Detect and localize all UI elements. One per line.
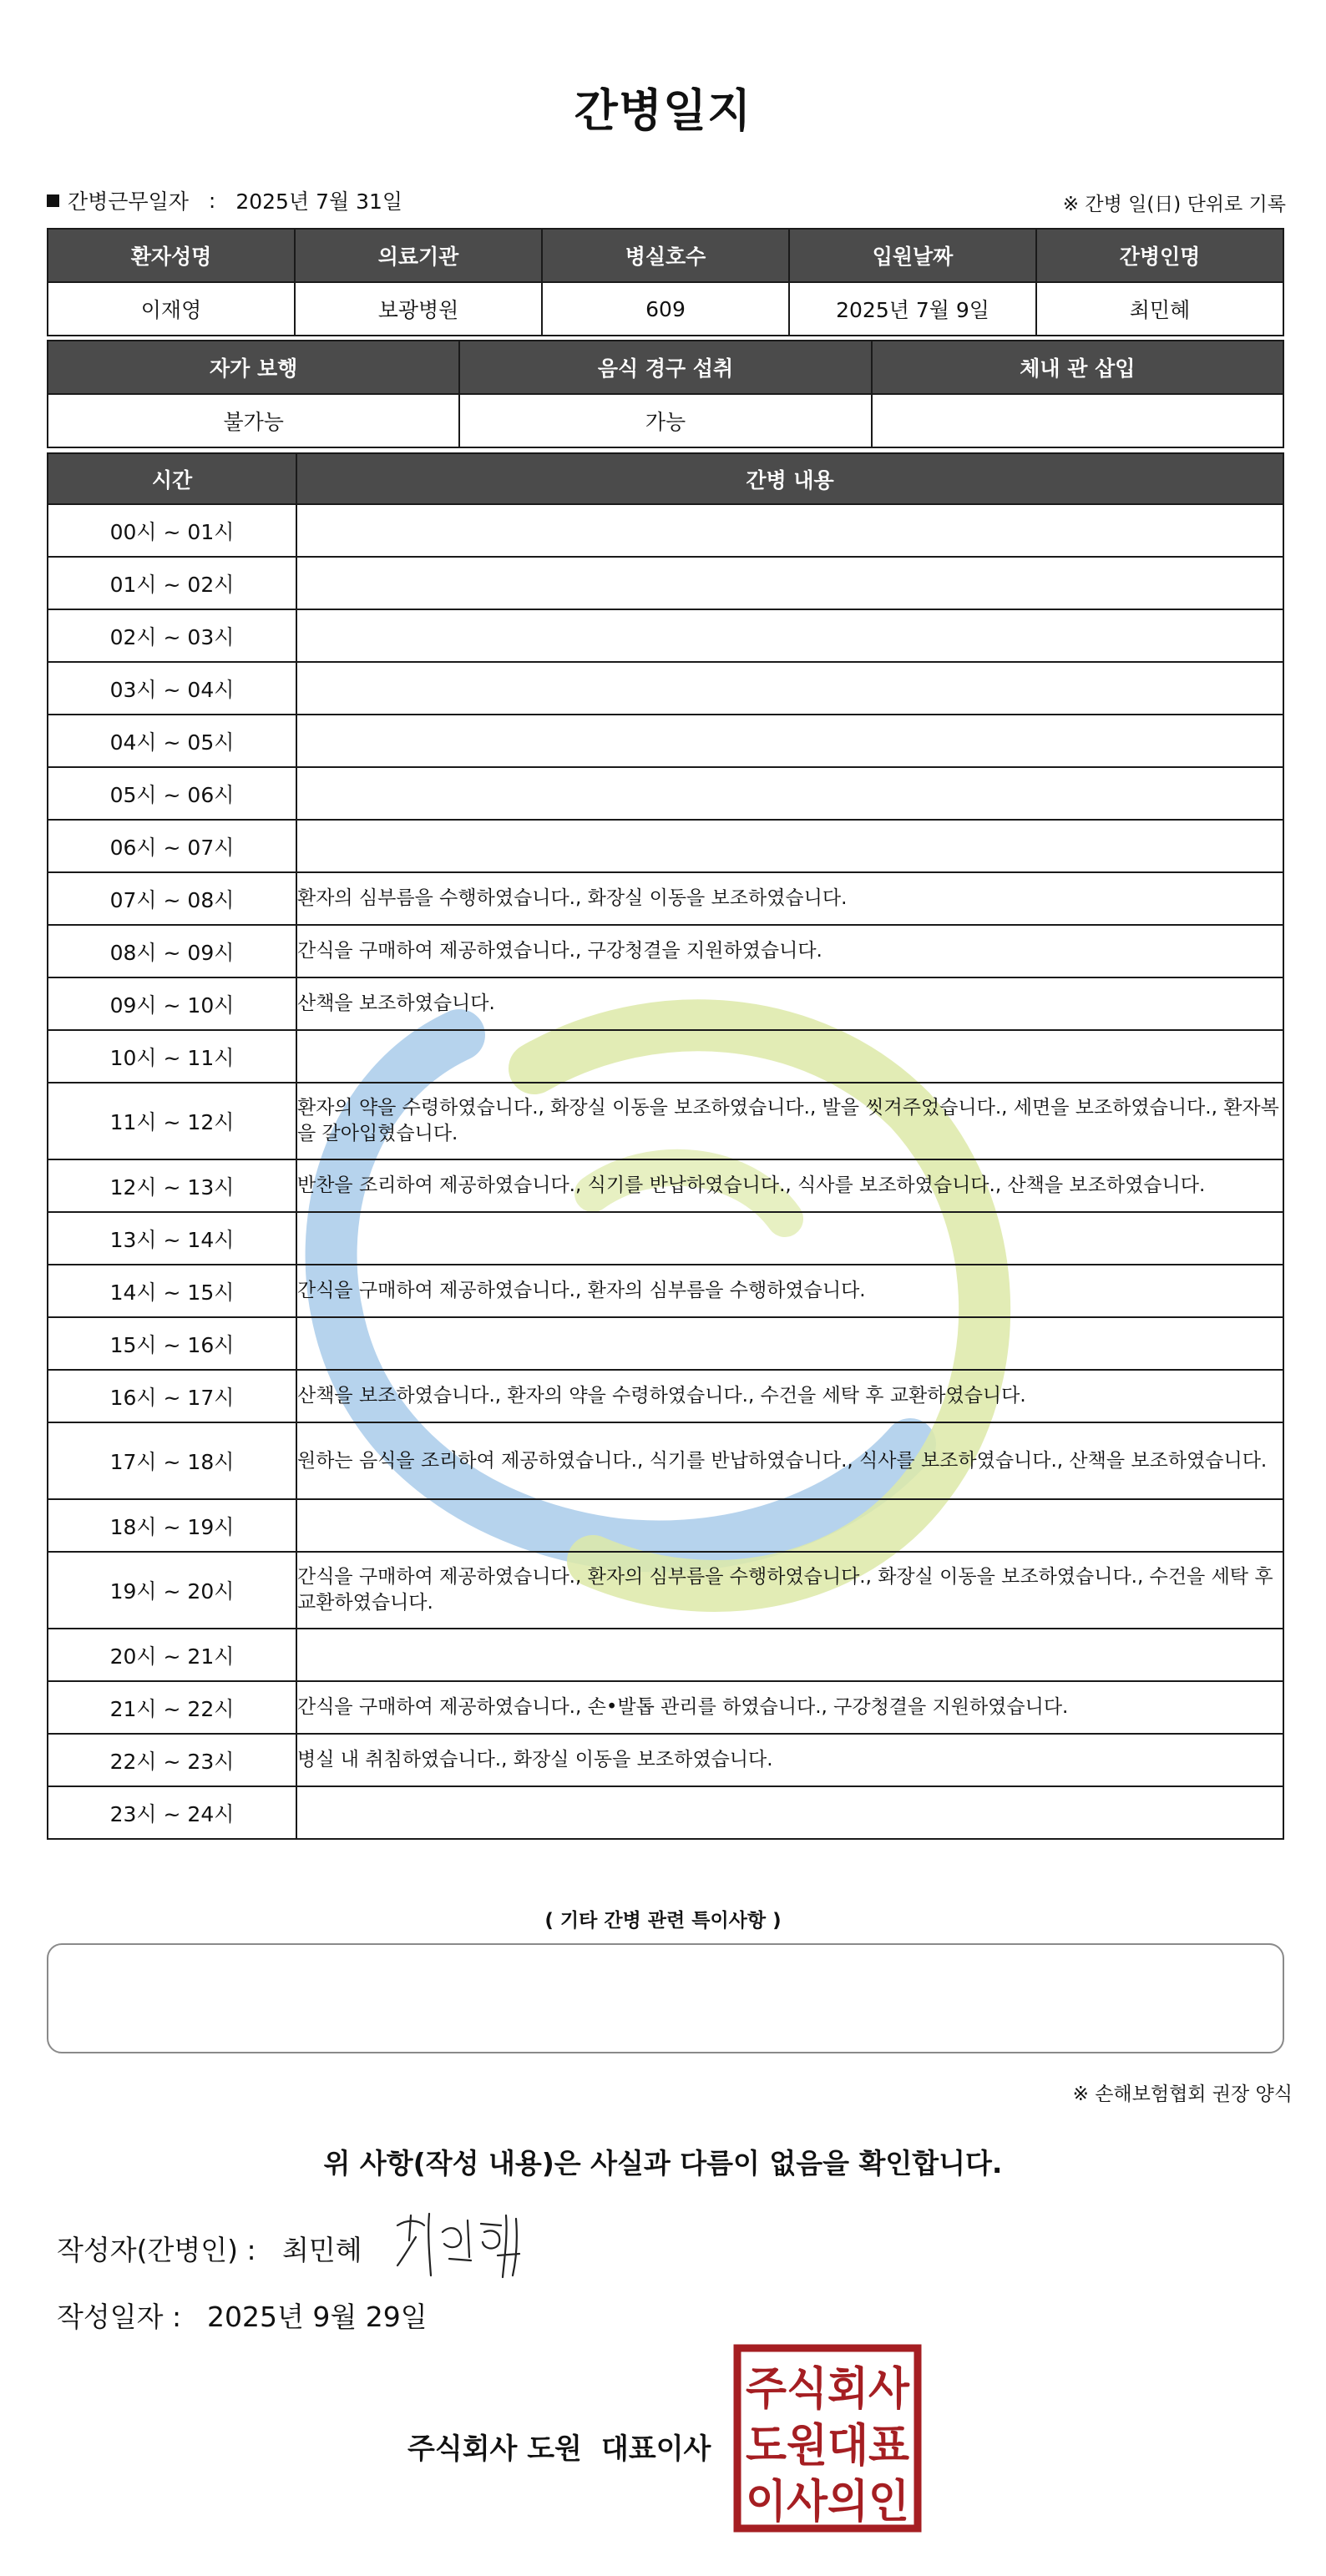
log-time: 13시 ~ 14시 bbox=[48, 1212, 296, 1265]
company-name: 주식회사 도원 bbox=[407, 2432, 582, 2466]
admission-date-header: 입원날짜 bbox=[789, 229, 1036, 282]
log-row bbox=[48, 504, 1283, 557]
tube-insertion-header: 체내 관 삽입 bbox=[872, 341, 1283, 394]
oral-intake-value: 가능 bbox=[459, 394, 871, 447]
log-row bbox=[48, 1265, 1283, 1317]
log-row bbox=[48, 872, 1283, 925]
square-bullet-icon bbox=[47, 194, 59, 207]
log-row bbox=[48, 1681, 1283, 1734]
log-time: 18시 ~ 19시 bbox=[48, 1499, 296, 1552]
log-row bbox=[48, 715, 1283, 767]
seal-line-3: 이사의인 bbox=[746, 2475, 909, 2528]
log-row bbox=[48, 1030, 1283, 1083]
special-notes-title: ( 기타 간병 관련 특이사항 ) bbox=[544, 1910, 782, 1932]
special-notes-box bbox=[47, 1943, 1284, 2053]
log-time: 20시 ~ 21시 bbox=[48, 1629, 296, 1681]
log-row bbox=[48, 1499, 1283, 1552]
log-time: 19시 ~ 20시 bbox=[48, 1552, 296, 1629]
log-row bbox=[48, 1422, 1283, 1499]
log-row bbox=[48, 820, 1283, 872]
log-time: 17시 ~ 18시 bbox=[48, 1422, 296, 1499]
log-note bbox=[296, 1629, 1283, 1681]
log-row bbox=[48, 662, 1283, 715]
walking-value: 불가능 bbox=[48, 394, 459, 447]
log-time: 14시 ~ 15시 bbox=[48, 1265, 296, 1317]
tube-insertion-value bbox=[872, 394, 1283, 447]
hospital-name: 보광병원 bbox=[295, 282, 542, 336]
log-note bbox=[296, 662, 1283, 715]
care-content-header: 간병 내용 bbox=[296, 453, 1283, 504]
log-note: 환자의 약을 수령하였습니다., 화장실 이동을 보조하였습니다., 발을 씻겨주었습니다., 세면을 보조하였습니다., 환자복을 갈아입혔습니다. bbox=[296, 1083, 1283, 1159]
log-time: 02시 ~ 03시 bbox=[48, 609, 296, 662]
writer-name: 최민혜 bbox=[282, 2234, 362, 2266]
log-time: 05시 ~ 06시 bbox=[48, 767, 296, 820]
patient-info-table bbox=[47, 228, 1284, 336]
time-header: 시간 bbox=[48, 453, 296, 504]
seal-line-2: 도원대표 bbox=[746, 2419, 909, 2472]
log-note: 간식을 구매하여 제공하였습니다., 손•발톱 관리를 하였습니다., 구강청결을 지원하였습니다. bbox=[296, 1681, 1283, 1734]
log-time: 00시 ~ 01시 bbox=[48, 504, 296, 557]
log-note bbox=[296, 767, 1283, 820]
duty-date-value: 2025년 7월 31일 bbox=[235, 189, 403, 214]
recommendation-note: ※ 손해보험협회 권장 양식 bbox=[1072, 2084, 1293, 2105]
log-note bbox=[296, 715, 1283, 767]
log-note bbox=[296, 1317, 1283, 1370]
company-seal-stamp bbox=[733, 2344, 922, 2533]
oral-intake-header: 음식 경구 섭취 bbox=[459, 341, 871, 394]
log-row bbox=[48, 1734, 1283, 1786]
caregiver-name: 최민혜 bbox=[1036, 282, 1283, 336]
log-time: 22시 ~ 23시 bbox=[48, 1734, 296, 1786]
representative-title: 대표이사 bbox=[601, 2432, 711, 2466]
duty-date-separator: : bbox=[208, 188, 216, 213]
log-time: 21시 ~ 22시 bbox=[48, 1681, 296, 1734]
log-time: 16시 ~ 17시 bbox=[48, 1370, 296, 1422]
log-time: 23시 ~ 24시 bbox=[48, 1786, 296, 1839]
room-number: 609 bbox=[542, 282, 789, 336]
log-note: 원하는 음식을 조리하여 제공하였습니다., 식기를 반납하였습니다., 식사를 보조하였습니다., 산책을 보조하였습니다. bbox=[296, 1422, 1283, 1499]
log-note: 간식을 구매하여 제공하였습니다., 환자의 심부름을 수행하였습니다. bbox=[296, 1265, 1283, 1317]
log-note: 환자의 심부름을 수행하였습니다., 화장실 이동을 보조하였습니다. bbox=[296, 872, 1283, 925]
care-log-table bbox=[47, 452, 1284, 1840]
caregiver-name-header: 간병인명 bbox=[1036, 229, 1283, 282]
log-row bbox=[48, 609, 1283, 662]
log-row bbox=[48, 1552, 1283, 1629]
log-time: 03시 ~ 04시 bbox=[48, 662, 296, 715]
write-date-value: 2025년 9월 29일 bbox=[207, 2301, 428, 2333]
log-row bbox=[48, 977, 1283, 1030]
log-note: 간식을 구매하여 제공하였습니다., 환자의 심부름을 수행하였습니다., 화장실 이동을 보조하였습니다., 수건을 세탁 후 교환하였습니다. bbox=[296, 1552, 1283, 1629]
log-row bbox=[48, 767, 1283, 820]
duty-date-label: 간병근무일자 bbox=[68, 189, 189, 214]
confirmation-statement: 위 사항(작성 내용)은 사실과 다름이 없음을 확인합니다. bbox=[323, 2147, 1003, 2179]
log-note bbox=[296, 820, 1283, 872]
log-row bbox=[48, 1212, 1283, 1265]
hospital-header: 의료기관 bbox=[295, 229, 542, 282]
seal-line-1: 주식회사 bbox=[746, 2362, 910, 2415]
patient-name: 이재영 bbox=[48, 282, 295, 336]
log-note bbox=[296, 1499, 1283, 1552]
log-time: 15시 ~ 16시 bbox=[48, 1317, 296, 1370]
unit-note: ※ 간병 일(日) 단위로 기록 bbox=[1062, 194, 1286, 215]
log-row bbox=[48, 1370, 1283, 1422]
log-time: 10시 ~ 11시 bbox=[48, 1030, 296, 1083]
log-time: 06시 ~ 07시 bbox=[48, 820, 296, 872]
document-title: 간병일지 bbox=[574, 84, 752, 137]
log-note: 반찬을 조리하여 제공하였습니다., 식기를 반납하였습니다., 식사를 보조하였습니다., 산책을 보조하였습니다. bbox=[296, 1159, 1283, 1212]
log-row bbox=[48, 1317, 1283, 1370]
log-time: 12시 ~ 13시 bbox=[48, 1159, 296, 1212]
log-row bbox=[48, 1159, 1283, 1212]
log-row bbox=[48, 557, 1283, 609]
log-note bbox=[296, 1030, 1283, 1083]
log-note: 산책을 보조하였습니다., 환자의 약을 수령하였습니다., 수건을 세탁 후 교환하였습니다. bbox=[296, 1370, 1283, 1422]
log-time: 08시 ~ 09시 bbox=[48, 925, 296, 977]
log-note: 산책을 보조하였습니다. bbox=[296, 977, 1283, 1030]
log-row bbox=[48, 1786, 1283, 1839]
walking-header: 자가 보행 bbox=[48, 341, 459, 394]
log-note bbox=[296, 609, 1283, 662]
log-time: 01시 ~ 02시 bbox=[48, 557, 296, 609]
log-time: 09시 ~ 10시 bbox=[48, 977, 296, 1030]
writer-label: 작성자(간병인) : bbox=[57, 2234, 256, 2266]
duty-date bbox=[47, 185, 402, 215]
patient-name-header: 환자성명 bbox=[48, 229, 295, 282]
log-note: 간식을 구매하여 제공하였습니다., 구강청결을 지원하였습니다. bbox=[296, 925, 1283, 977]
log-row bbox=[48, 925, 1283, 977]
handwritten-signature bbox=[391, 2207, 533, 2282]
write-date-label: 작성일자 : bbox=[57, 2301, 182, 2333]
log-row bbox=[48, 1083, 1283, 1159]
log-note bbox=[296, 557, 1283, 609]
log-row bbox=[48, 1629, 1283, 1681]
admission-date: 2025년 7월 9일 bbox=[789, 282, 1036, 336]
log-note bbox=[296, 1786, 1283, 1839]
log-note bbox=[296, 1212, 1283, 1265]
log-note: 병실 내 취침하였습니다., 화장실 이동을 보조하였습니다. bbox=[296, 1734, 1283, 1786]
patient-condition-table bbox=[47, 340, 1284, 448]
log-time: 07시 ~ 08시 bbox=[48, 872, 296, 925]
log-time: 11시 ~ 12시 bbox=[48, 1083, 296, 1159]
room-number-header: 병실호수 bbox=[542, 229, 789, 282]
log-note bbox=[296, 504, 1283, 557]
log-time: 04시 ~ 05시 bbox=[48, 715, 296, 767]
